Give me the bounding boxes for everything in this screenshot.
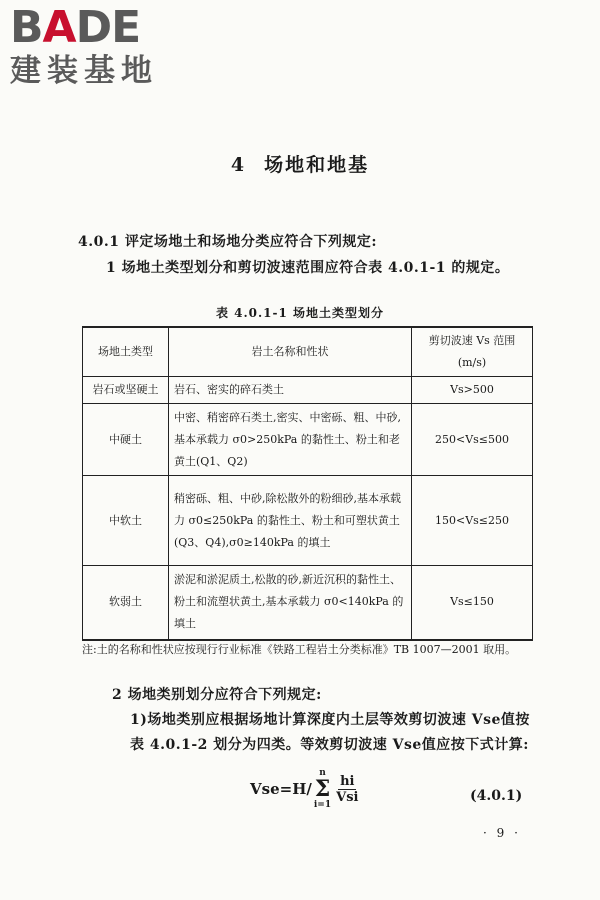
table-row [83, 377, 533, 404]
cell-type: 软弱土 [83, 566, 169, 640]
chapter-number: 4 [230, 154, 247, 176]
formula-eq: =H/ [279, 780, 312, 798]
logo-subtitle: 建装基地 [10, 53, 158, 89]
cell-range: 250<Vs≤500 [412, 404, 533, 476]
cell-desc: 稍密砾、粗、中砂,除松散外的粉细砂,基本承载力 σ0≤250kPa 的黏性土、粉土和可塑状黄土(Q3、Q4),σ0≥140kPa 的填土 [169, 476, 412, 566]
cell-range: Vs≤150 [412, 566, 533, 640]
table-row [83, 476, 533, 566]
equation-number: (4.0.1) [470, 788, 523, 804]
table-row [83, 566, 533, 640]
item-2-text: 2 场地类别划分应符合下列规定: [112, 687, 322, 703]
cell-desc: 中密、稍密碎石类土,密实、中密砾、粗、中砂,基本承载力 σ0>250kPa 的黏性土、粉土和老黄土(Q1、Q2) [169, 404, 412, 476]
fraction [336, 774, 358, 805]
brand-logo [10, 2, 158, 90]
page-number: · 9 · [483, 826, 521, 840]
table-row [83, 404, 533, 476]
sum-upper: n [319, 768, 326, 778]
clause-4-0-1: 4.0.1 评定场地土和场地分类应符合下列规定: [78, 234, 378, 250]
sum-sign: Σ [314, 776, 331, 802]
logo-mark: BADE [10, 2, 141, 53]
chapter-title: 场地和地基 [264, 154, 370, 176]
item-1-text: 1 场地土类型划分和剪切波速范围应符合表 4.0.1-1 的规定。 [106, 260, 510, 276]
fraction-denominator: Vsi [336, 789, 359, 805]
sum-operator [314, 768, 331, 810]
cell-range: 150<Vs≤250 [412, 476, 533, 566]
header-velocity-range: 剪切波速 Vs 范围(m/s) [412, 327, 533, 377]
table-header-row [83, 327, 533, 377]
formula-lhs: Vse [250, 780, 280, 798]
fraction-numerator: hi [340, 773, 355, 789]
sum-lower: i=1 [313, 800, 332, 810]
cell-desc: 淤泥和淤泥质土,松散的砂,新近沉积的黏性土、粉土和流塑状黄土,基本承载力 σ0<140kPa 的填土 [169, 566, 412, 640]
chapter-heading [0, 150, 600, 177]
table-caption: 表 4.0.1-1 场地土类型划分 [215, 306, 385, 320]
table-note: 注:土的名称和性状应按现行行业标准《铁路工程岩土分类标准》TB 1007—2001 取用。 [82, 643, 517, 656]
cell-type: 中软土 [83, 476, 169, 566]
cell-type: 岩石或坚硬土 [83, 377, 169, 404]
site-soil-table [82, 326, 533, 641]
cell-type: 中硬土 [83, 404, 169, 476]
cell-desc: 岩石、密实的碎石类土 [169, 377, 412, 404]
header-soil-type: 场地土类型 [83, 327, 169, 377]
equation-4-0-1 [250, 768, 361, 810]
cell-range: Vs>500 [412, 377, 533, 404]
item-2-1-text: 1)场地类别应根据场地计算深度内土层等效剪切波速 Vse值按表 4.0.1-2 划分为四类。等效剪切波速 Vse值应按下式计算: [130, 712, 530, 753]
header-soil-desc: 岩土名称和性状 [169, 327, 412, 377]
